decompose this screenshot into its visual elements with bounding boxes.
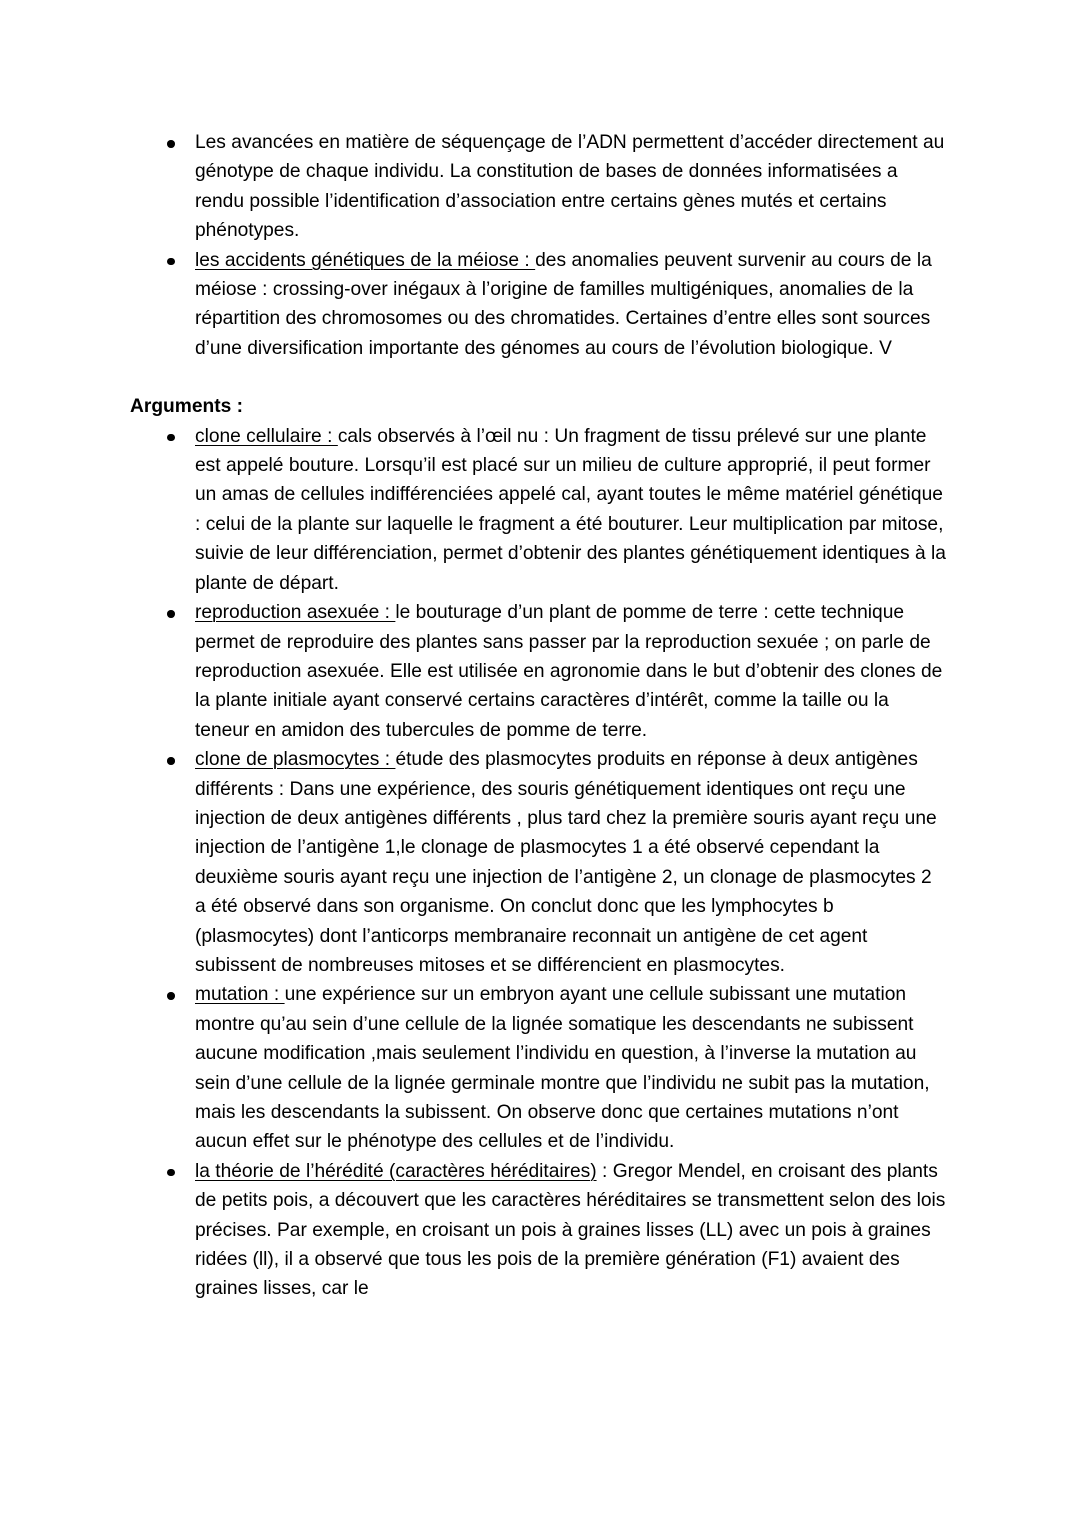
list-item bbox=[130, 745, 946, 980]
list-item-text: des anomalies peuvent survenir au cours de la méiose : crossing-over inégaux à l’origine de familles multigéniques, anomalies de la répartition des chromosomes ou des chromatides. Certaines d’entre elles sont sources d’une diversification importante des génomes au cours de l’évolution biologique. V bbox=[195, 249, 932, 359]
intro-bullet-list bbox=[130, 128, 946, 363]
spacer bbox=[130, 363, 946, 392]
list-item-term: la théorie de l’hérédité (caractères héréditaires) bbox=[195, 1160, 597, 1182]
page-title: Arguments : bbox=[130, 396, 243, 418]
list-item-text: cals observés à l’œil nu : Un fragment de tissu prélevé sur une plante est appelé bouture. Lorsqu’il est placé sur un milieu de culture approprié, il peut former un amas de cellules indifférenciées appelé cal, ayant toutes le même matériel génétique : celui de la plante sur laquelle le fragment a été bouturer. Leur multiplication par mitose, suivie de leur différenciation, permet d’obtenir des plantes génétiquement identiques à la plante de départ. bbox=[195, 425, 946, 594]
list-item-text: Les avancées en matière de séquençage de l’ADN permettent d’accéder directement au génotype de chaque individu. La constitution de bases de données informatisées a rendu possible l’identification d’association entre certains gènes mutés et certains phénotypes. bbox=[195, 132, 945, 242]
list-item bbox=[130, 598, 946, 745]
list-item-term: les accidents génétiques de la méiose : bbox=[195, 249, 536, 271]
list-item-text: étude des plasmocytes produits en réponse à deux antigènes différents : Dans une expérience, des souris génétiquement identiques ont reçu une injection de deux antigènes différents , plus tard chez la première souris ayant reçu une injection de l’antigène 1,le clonage de plasmocytes 1 a été observé cependant la deuxième souris ayant reçu une injection de l’antigène 2, un clonage de plasmocytes 2 a été observé dans son organisme. On conclut donc que les lymphocytes b (plasmocytes) dont l’anticorps membranaire reconnait un antigène de cet agent subissent de nombreuses mitoses et se différencient en plasmocytes. bbox=[195, 749, 937, 976]
list-item bbox=[130, 980, 946, 1156]
list-item bbox=[130, 246, 946, 364]
list-item bbox=[130, 128, 946, 246]
list-item bbox=[130, 1157, 946, 1304]
list-item-text: : Gregor Mendel, en croisant des plants de petits pois, a découvert que les caractères héréditaires se transmettent selon des lois précises. Par exemple, en croisant un pois à graines lisses (LL) avec un pois à graines ridées (ll), il a observé que tous les pois de la première génération (F1) avaient des graines lisses, car le bbox=[195, 1160, 946, 1300]
list-item-term: clone de plasmocytes : bbox=[195, 749, 396, 771]
list-item-term: reproduction asexuée : bbox=[195, 602, 396, 624]
list-item bbox=[130, 422, 946, 598]
list-item-text: le bouturage d’un plant de pomme de terre : cette technique permet de reproduire des plantes sans passer par la reproduction sexuée ; on parle de reproduction asexuée. Elle est utilisée en agronomie dans le but d’obtenir des clones de la plante initiale ayant conservé certains caractères d’intérêt, comme la taille ou la teneur en amidon des tubercules de pomme de terre. bbox=[195, 602, 943, 741]
list-item-text: une expérience sur un embryon ayant une cellule subissant une mutation montre qu’au sein d’une cellule de la lignée somatique les descendants ne subissent aucune modification ,mais seulement l’individu en question, à l’inverse la mutation au sein d’une cellule de la lignée germinale montre que l’individu ne subit pas la mutation, mais les descendants la subissent. On observe donc que certaines mutations n’ont aucun effet sur le phénotype des cellules et de l’individu. bbox=[195, 984, 930, 1153]
list-item-term: mutation : bbox=[195, 984, 285, 1006]
arguments-bullet-list bbox=[130, 422, 946, 1304]
list-item-term: clone cellulaire : bbox=[195, 425, 338, 447]
